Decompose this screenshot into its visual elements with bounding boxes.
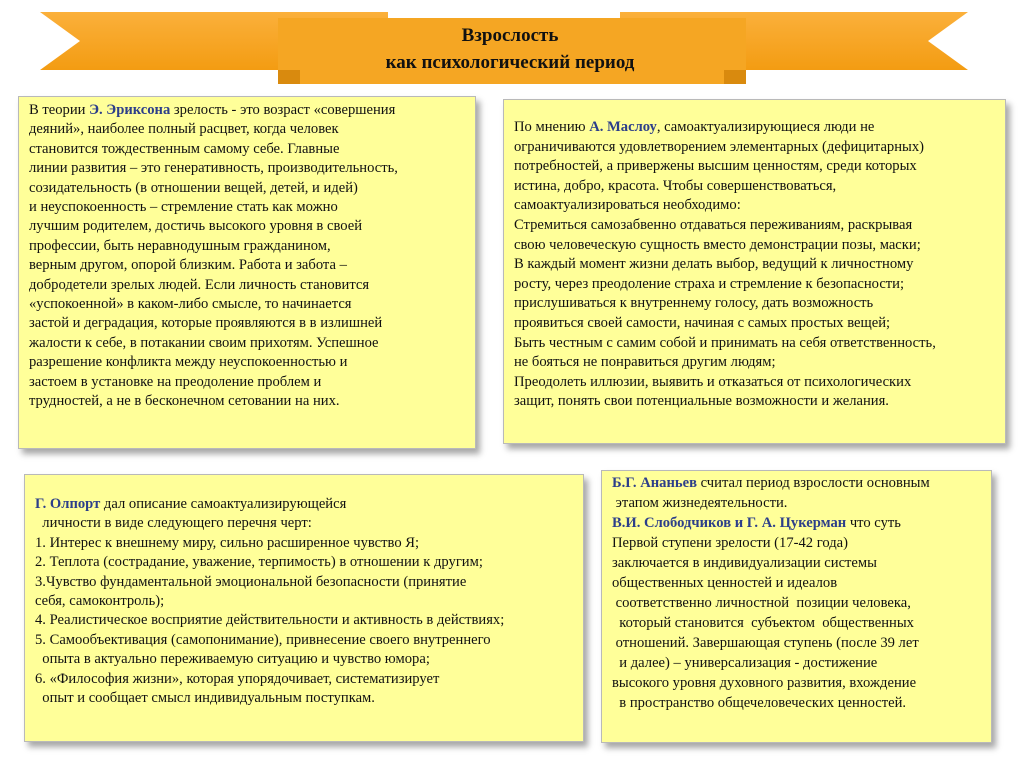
erikson-textbox	[18, 96, 476, 449]
erikson-line: лучшим родителем, достичь высокого уровня в своей	[29, 218, 363, 235]
allport-line: 4. Реалистическое восприятие действительности и активность в действиях;	[35, 612, 505, 629]
ananiev-intro-rest: считал период взрослости основным	[696, 475, 930, 491]
maslow-line: ограничиваются удовлетворением элементарных (дефицитарных)	[514, 138, 924, 155]
page-title	[270, 22, 750, 76]
maslow-line: самоактуализироваться необходимо:	[514, 197, 741, 214]
ananiev-line: Первой ступени зрелости (17-42 года)	[612, 535, 848, 551]
title-line-2: как психологический период	[385, 52, 635, 73]
allport-intro-rest: дал описание самоактуализирующейся	[100, 496, 347, 512]
allport-line: 3.Чувство фундаментальной эмоциональной безопасности (принятие	[35, 573, 467, 590]
maslow-line: Преодолеть иллюзии, выявить и отказаться от психологических	[514, 373, 912, 390]
erikson-line: и неуспокоенность – стремление стать как можно	[29, 199, 338, 216]
maslow-line-1	[514, 118, 1005, 138]
slobodchikov-tsukerman-name: В.И. Слободчиков и Г. А. Цукерман	[612, 515, 847, 531]
maslow-line: проявиться своей самости, начиная с самых простых вещей;	[514, 314, 891, 331]
maslow-line: потребностей, а привержены высшим ценностям, среди которых	[514, 158, 917, 175]
title-banner	[0, 0, 1024, 95]
erikson-line: профессии, быть неравнодушным гражданином,	[29, 237, 331, 254]
erikson-intro-rest: зрелость - это возраст «совершения	[170, 102, 396, 118]
ananiev-line-2: этапом жизнедеятельности.	[612, 495, 788, 511]
allport-line-1	[35, 495, 583, 514]
maslow-line: истина, добро, красота. Чтобы совершенствоваться,	[514, 177, 837, 194]
ananiev-name: Б.Г. Ананьев	[612, 475, 697, 491]
slobodchikov-intro-rest: что суть	[846, 515, 901, 531]
ananiev-textbox	[601, 470, 992, 743]
maslow-line: защит, понять свои потенциальные возможности и желания.	[514, 393, 889, 410]
erikson-line: застоем в установке на преодоление проблем и	[29, 373, 322, 390]
erikson-line: разрешение конфликта между неуспокоенностью и	[29, 354, 348, 371]
erikson-line-1	[29, 101, 475, 120]
erikson-line: добродетели зрелых людей. Если личность становится	[29, 276, 370, 293]
ananiev-line-1	[612, 473, 991, 493]
allport-line: опыта в актуально переживаемую ситуацию и чувство юмора;	[35, 651, 430, 668]
maslow-textbox	[503, 99, 1006, 444]
maslow-line: росту, через преодоление страха и стремление к безопасности;	[514, 275, 905, 292]
erikson-line: застой и деградация, которые проявляются в в излишней	[29, 315, 383, 332]
title-line-1: Взрослость	[461, 25, 559, 46]
erikson-line: жалости к себе, в потакании своим прихотям. Успешное	[29, 334, 379, 351]
maslow-intro: По мнению	[514, 119, 590, 135]
maslow-line: Стремиться самозабвенно отдаваться переживаниям, раскрывая	[514, 216, 913, 233]
maslow-name: А. Маслоу	[589, 119, 657, 135]
allport-line: опыт и сообщает смысл индивидуальным поступкам.	[35, 690, 375, 707]
erikson-intro: В теории	[29, 102, 90, 118]
allport-line: 1. Интерес к внешнему миру, сильно расширенное чувство Я;	[35, 534, 420, 551]
ananiev-line: соответственно личностной позиции человека,	[612, 595, 911, 611]
maslow-line: прислушиваться к внутреннему голосу, дать возможность	[514, 295, 874, 312]
maslow-line: Быть честным с самим собой и принимать на себя ответственность,	[514, 334, 936, 351]
ananiev-line: общественных ценностей и идеалов	[612, 575, 838, 591]
ananiev-line: высокого уровня духовного развития, вхождение	[612, 675, 917, 691]
erikson-line: становится тождественным самому себе. Главные	[29, 140, 340, 157]
erikson-line: линии развития – это генеративность, производительность,	[29, 160, 398, 177]
maslow-line: В каждый момент жизни делать выбор, ведущий к личностному	[514, 256, 914, 273]
erikson-line: созидательность (в отношении вещей, детей, и идей)	[29, 179, 358, 196]
ananiev-line: который становится субъектом общественных	[612, 615, 914, 631]
allport-textbox	[24, 474, 584, 742]
allport-name: Г. Олпорт	[35, 496, 101, 512]
erikson-line: деяний», наиболее полный расцвет, когда человек	[29, 121, 339, 138]
slobodchikov-line	[612, 513, 991, 533]
ananiev-line: в пространство общечеловеческих ценностей.	[612, 695, 907, 711]
erikson-line: трудностей, а не в бесконечном сетовании на них.	[29, 393, 340, 410]
erikson-line: верным другом, опорой близким. Работа и забота –	[29, 257, 347, 274]
erikson-line: «успокоенной» в каком-либо смысле, то начинается	[29, 296, 352, 313]
ananiev-line: и далее) – универсализация - достижение	[612, 655, 878, 671]
allport-line: 6. «Философия жизни», которая упорядочивает, систематизирует	[35, 670, 440, 687]
allport-line: себя, самоконтроль);	[35, 593, 165, 610]
allport-line: 5. Самообъективация (самопонимание), привнесение своего внутреннего	[35, 631, 491, 648]
allport-line: 2. Теплота (сострадание, уважение, терпимость) в отношении к другим;	[35, 554, 483, 571]
ananiev-line: заключается в индивидуализации системы	[612, 555, 877, 571]
ananiev-line: отношений. Завершающая ступень (после 39 лет	[612, 635, 919, 651]
maslow-line: свою человеческую сущность вместо демонстрации позы, маски;	[514, 236, 921, 253]
maslow-line: не бояться не понравиться другим людям;	[514, 354, 776, 371]
allport-line: личности в виде следующего перечня черт:	[35, 515, 312, 532]
maslow-intro-rest: , самоактуализирующиеся люди не	[656, 119, 875, 135]
erikson-name: Э. Эриксона	[89, 102, 171, 118]
